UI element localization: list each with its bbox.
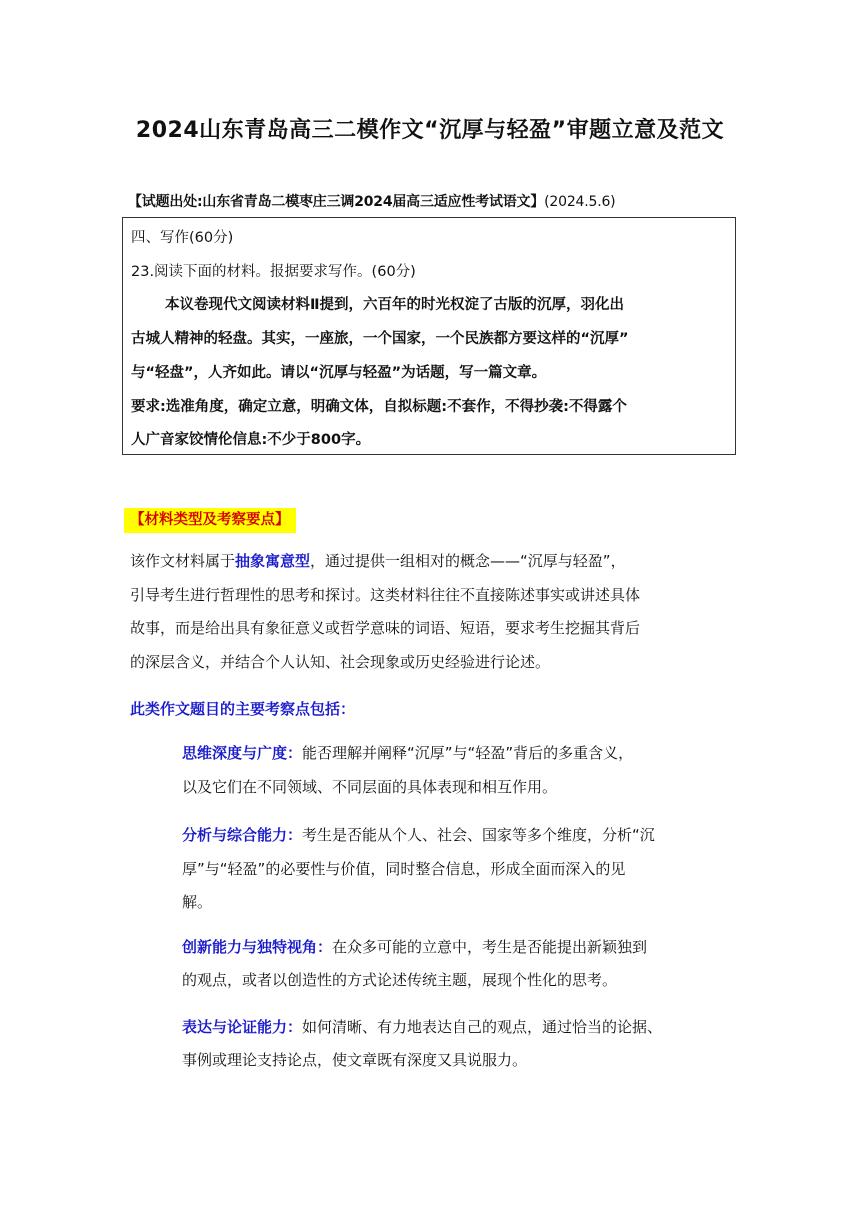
intro-line: 引导考生进行哲理性的思考和探讨。这类材料往往不直接陈述事实或讲述具体: [130, 586, 641, 604]
point-text-line: 解。: [182, 893, 213, 911]
point-text-line: 厚”与“轻盈”的必要性与价值，同时整合信息，形成全面而深入的见: [182, 860, 626, 878]
point-label: 思维深度与广度：: [182, 744, 303, 762]
point-text: 如何清晰、有力地表达自己的观点，通过恰当的论据、: [302, 1018, 663, 1036]
document-title: 2024山东青岛高三二模作文“沉厚与轻盈”审题立意及范文: [135, 118, 725, 143]
question-prompt: 23.阅读下面的材料。报据要求写作。(60分): [131, 264, 416, 280]
source-date: (2024.5.6): [544, 194, 616, 210]
intro-line: 的深层含义，并结合个人认知、社会现象或历史经验进行论述。: [130, 653, 551, 671]
point-label: 表达与论证能力：: [182, 1018, 303, 1036]
requirement-line: 人广音家饺情伦信息:不少于800字。: [131, 432, 371, 448]
requirement-line: 要求:选准角度，确定立意，明确文体，自拟标题:不套作，不得抄袭:不得露个: [131, 399, 627, 415]
intro-line: 故事，而是给出具有象征意义或哲学意味的词语、短语，要求考生挖掘其背后: [130, 619, 641, 637]
intro-line: [130, 551, 626, 571]
section-heading: 四、写作(60分): [131, 230, 234, 246]
material-type-highlight: 抽象寓意型: [235, 552, 311, 570]
point-text-line: 的观点，或者以创造性的方式论述传统主题，展现个性化的思考。: [182, 971, 618, 989]
point-item: [182, 743, 633, 763]
point-text-line: 以及它们在不同领域、不同层面的具体表现和相互作用。: [182, 778, 558, 796]
point-item: [182, 1017, 662, 1037]
question-box: [122, 217, 736, 455]
points-heading: 此类作文题目的主要考察点包括：: [130, 700, 356, 718]
source-label: 【试题出处:山东省青岛二模枣庄三调2024届高三适应性考试语文】: [128, 194, 545, 210]
point-text: 在众多可能的立意中，考生是否能提出新颖独到: [332, 938, 648, 956]
question-source: [128, 191, 615, 211]
point-text: 考生是否能从个人、社会、国家等多个维度，分析“沉: [302, 826, 655, 844]
intro-prefix: 该作文材料属于: [130, 552, 236, 570]
point-text: 能否理解并阐释“沉厚”与“轻盈”背后的多重含义，: [302, 744, 634, 762]
analysis-heading: 【材料类型及考察要点】: [124, 508, 296, 533]
point-item: [182, 937, 647, 957]
point-item: [182, 825, 655, 845]
point-label: 分析与综合能力：: [182, 826, 303, 844]
material-line: 古城人精神的轻盘。其实，一座旅，一个国家，一个民族都方要这样的“沉厚”: [131, 331, 629, 347]
point-label: 创新能力与独特视角：: [182, 938, 333, 956]
material-line: 本议卷现代文阅读材料Ⅱ提到，六百年的时光权淀了古版的沉厚，羽化出: [165, 297, 625, 313]
material-line: 与“轻盘”，人齐如此。请以“沉厚与轻盈”为话题，写一篇文章。: [131, 365, 547, 381]
intro-suffix: ，通过提供一组相对的概念——“沉厚与轻盈”，: [310, 552, 626, 570]
point-text-line: 事例或理论支持论点，使文章既有深度又具说服力。: [182, 1051, 528, 1069]
